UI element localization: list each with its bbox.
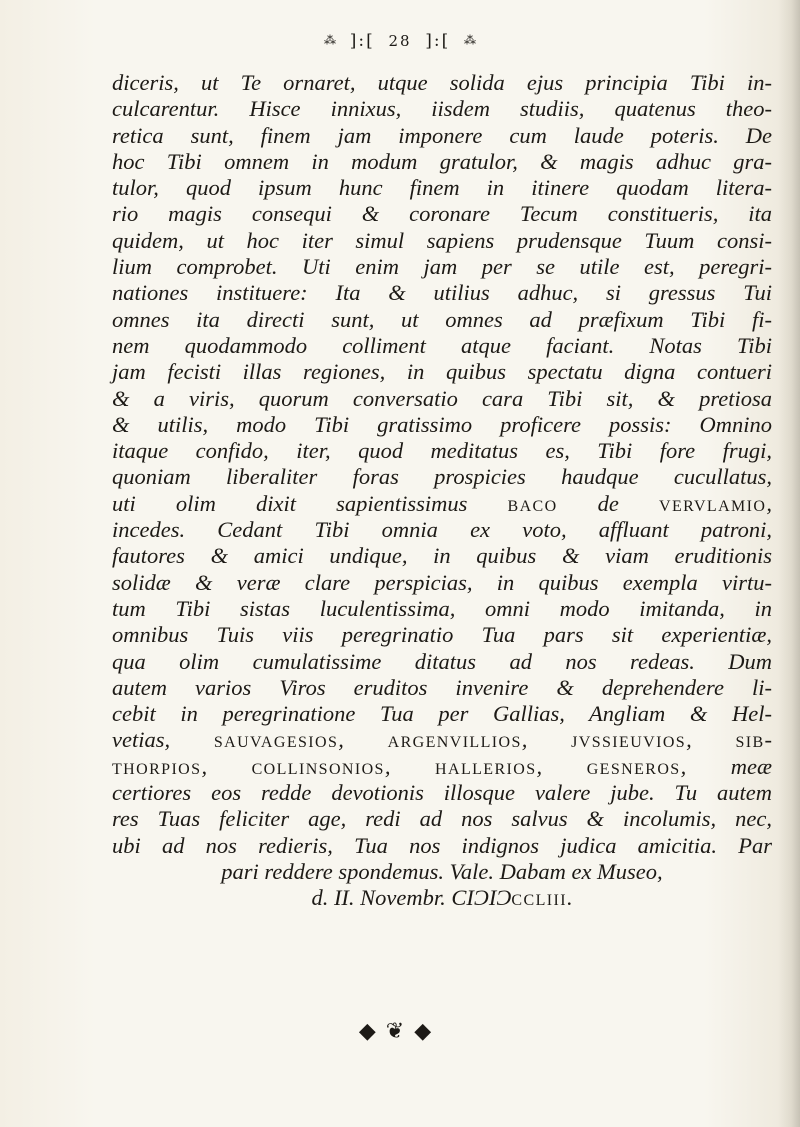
text-line: tum Tibi sistas luculentissima, omni modo imitanda, in — [112, 595, 772, 621]
text-line: cebit in peregrinatione Tua per Gallias, Angliam & Hel- — [112, 701, 772, 727]
body-text — [112, 70, 772, 912]
text-line: tulor, quod ipsum hunc finem in itinere quodam litera- — [112, 175, 772, 201]
text-line: omnibus Tuis viis peregrinatio Tua pars sit experientiæ, — [112, 622, 772, 648]
running-header — [0, 30, 800, 51]
text-line: autem varios Viros eruditos invenire & deprehendere li- — [112, 674, 772, 700]
header-ornament-right: ⁂ — [464, 33, 477, 47]
text-line: uti olim dixit sapientissimus BACO de VERVLAMIO, — [112, 490, 772, 516]
text-line: nationes instituere: Ita & utilius adhuc, si gressus Tui — [112, 280, 772, 306]
page-number: 28 — [388, 32, 412, 50]
footer-ornament: ◆❦◆ — [358, 1018, 442, 1043]
text-line: rio magis consequi & coronare Tecum constitueris, ita — [112, 201, 772, 227]
text-line: quidem, ut hoc iter simul sapiens prudensque Tuum consi- — [112, 227, 772, 253]
text-line: itaque confido, iter, quod meditatus es, Tibi fore frugi, — [112, 438, 772, 464]
text-line: res Tuas feliciter age, redi ad nos salvus & incolumis, nec, — [112, 806, 772, 832]
text-line: d. II. Novembr. CIƆIƆCCLIII. — [311, 885, 573, 911]
text-line: & utilis, modo Tibi gratissimo proficere possis: Omnino — [112, 411, 772, 437]
text-line: nem quodammodo colliment atque faciant. Notas Tibi — [112, 332, 772, 358]
text-line: vetias, SAUVAGESIOS, ARGENVILLIOS, JVSSIEUVIOS, SIB- — [112, 727, 773, 753]
header-bracket-right: ]:[ — [425, 31, 451, 51]
text-line: incedes. Cedant Tibi omnia ex voto, affluant patroni, — [112, 517, 772, 543]
text-line: hoc Tibi omnem in modum gratulor, & magis adhuc gra- — [112, 148, 772, 174]
text-line: THORPIOS, COLLINSONIOS, HALLERIOS, GESNEROS, meæ — [112, 753, 772, 779]
header-bracket-left: ]:[ — [349, 31, 375, 51]
text-line: certiores eos redde devotionis illosque valere jube. Tu autem — [112, 780, 772, 806]
text-line: omnes ita directi sunt, ut omnes ad præfixum Tibi fi- — [112, 306, 772, 332]
page-edge-shadow — [778, 0, 800, 1127]
text-line: ubi ad nos redieris, Tua nos indignos judica amicitia. Par — [112, 832, 772, 858]
text-line: diceris, ut Te ornaret, utque solida ejus principia Tibi in- — [112, 70, 772, 95]
text-line: solidæ & veræ clare perspicias, in quibus exempla virtu- — [112, 569, 772, 595]
text-line: quoniam liberaliter foras prospicies haudque cucullatus, — [112, 464, 772, 490]
text-line: jam fecisti illas regiones, in quibus spectatu digna contueri — [112, 359, 772, 385]
text-line: & a viris, quorum conversatio cara Tibi sit, & pretiosa — [112, 385, 772, 411]
header-ornament-left: ⁂ — [323, 33, 336, 47]
text-line: pari reddere spondemus. Vale. Dabam ex Museo, — [221, 858, 663, 884]
text-line: fautores & amici undique, in quibus & viam eruditionis — [112, 543, 772, 569]
text-line: culcarentur. Hisce innixus, iisdem studiis, quatenus theo- — [112, 96, 772, 122]
text-line: retica sunt, finem jam imponere cum laude poteris. De — [112, 122, 772, 148]
text-line: lium comprobet. Uti enim jam per se utile est, peregri- — [112, 254, 772, 280]
text-line: qua olim cumulatissime ditatus ad nos redeas. Dum — [112, 648, 772, 674]
